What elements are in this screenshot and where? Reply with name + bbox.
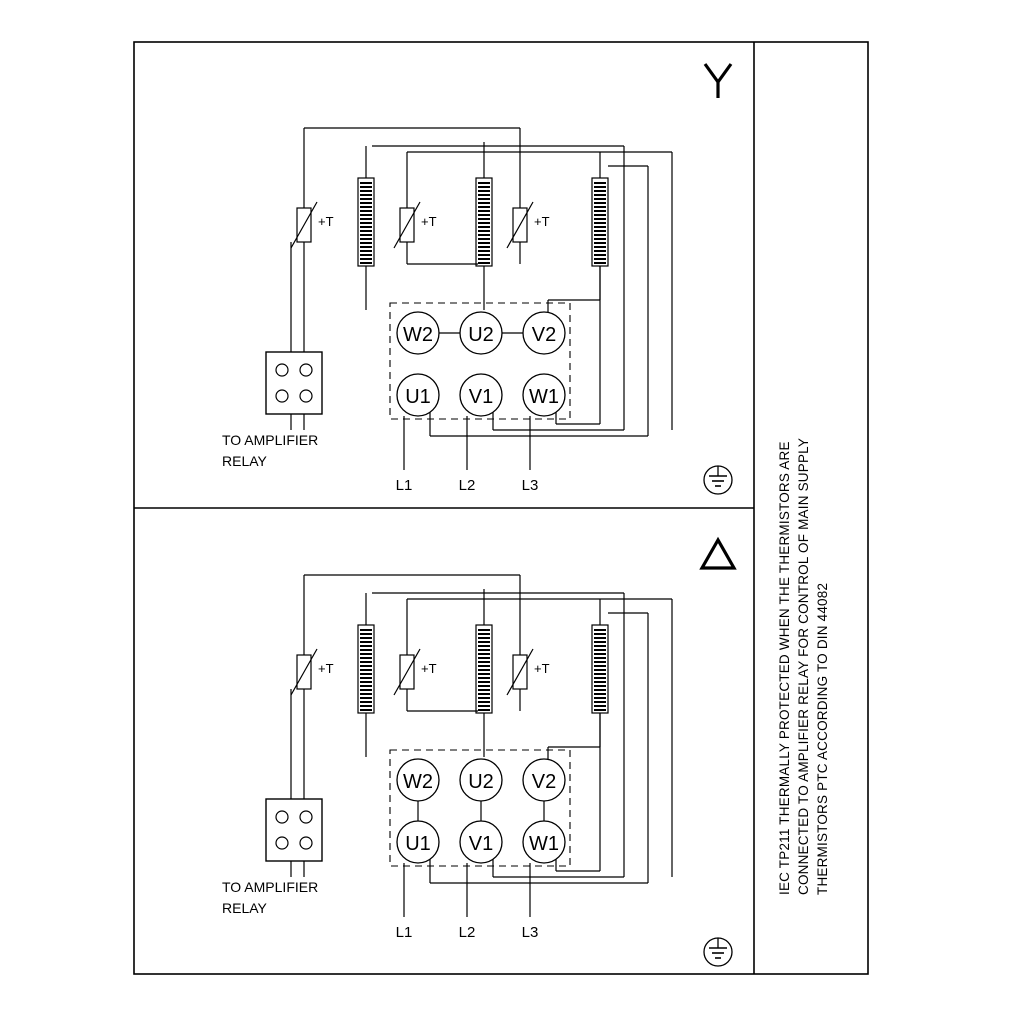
- supply-lines-star: [372, 146, 648, 470]
- terminal-v2: V2: [531, 324, 557, 346]
- earth-symbol-delta: [704, 938, 732, 966]
- terminals-top-star: [397, 312, 565, 354]
- line-label-l1: L1: [395, 924, 413, 941]
- line-label-l2: L2: [458, 924, 476, 941]
- terminals-top-delta: [397, 759, 565, 801]
- amplifier-label-line2: RELAY: [222, 453, 267, 469]
- terminal-v1: V1: [468, 833, 494, 855]
- thermistor-label-3: +T: [534, 214, 550, 229]
- terminal-u1: U1: [405, 833, 431, 855]
- panel-star: [222, 64, 732, 494]
- terminal-w1: W1: [529, 833, 559, 855]
- star-symbol: [705, 64, 731, 98]
- line-label-l1: L1: [395, 477, 413, 494]
- note-block: [777, 438, 830, 895]
- thermistor-label-2: +T: [421, 214, 437, 229]
- terminal-u1: U1: [405, 386, 431, 408]
- delta-symbol: [702, 540, 734, 568]
- note-line-2: CONNECTED TO AMPLIFIER RELAY FOR CONTROL OF MAIN SUPPLY: [796, 437, 811, 895]
- amplifier-terminal-block-star: [266, 352, 322, 430]
- terminal-w2: W2: [403, 771, 433, 793]
- thermistors-star: [291, 202, 550, 248]
- panel-delta: [222, 540, 734, 966]
- terminal-w1: W1: [529, 386, 559, 408]
- winding-coils-star: [358, 178, 608, 266]
- terminal-w2: W2: [403, 324, 433, 346]
- earth-symbol-star: [704, 466, 732, 494]
- terminal-u2: U2: [468, 324, 494, 346]
- terminal-v1: V1: [468, 386, 494, 408]
- line-label-l3: L3: [521, 924, 539, 941]
- amplifier-label-line1: TO AMPLIFIER: [222, 879, 319, 895]
- winding-coils-delta: [358, 625, 608, 713]
- terminals-bottom-star: [397, 374, 565, 416]
- terminal-v2: V2: [531, 771, 557, 793]
- terminal-u2: U2: [468, 771, 494, 793]
- thermistor-label-1: +T: [318, 214, 334, 229]
- amplifier-terminal-block-delta: [266, 799, 322, 877]
- terminals-bottom-delta: [397, 821, 565, 863]
- line-label-l2: L2: [458, 477, 476, 494]
- thermistors-delta: [291, 649, 550, 695]
- supply-lines-delta: [372, 593, 648, 917]
- amplifier-label-line1: TO AMPLIFIER: [222, 432, 319, 448]
- thermistor-label-2: +T: [421, 661, 437, 676]
- line-label-l3: L3: [521, 477, 539, 494]
- amplifier-label-line2: RELAY: [222, 900, 267, 916]
- thermistor-label-1: +T: [318, 661, 334, 676]
- thermistor-label-3: +T: [534, 661, 550, 676]
- delta-bridges: [418, 801, 544, 821]
- note-line-3: THERMISTORS PTC ACCORDING TO DIN 44082: [815, 582, 830, 895]
- note-line-1: IEC TP211 THERMALLY PROTECTED WHEN THE THERMISTORS ARE: [777, 441, 792, 895]
